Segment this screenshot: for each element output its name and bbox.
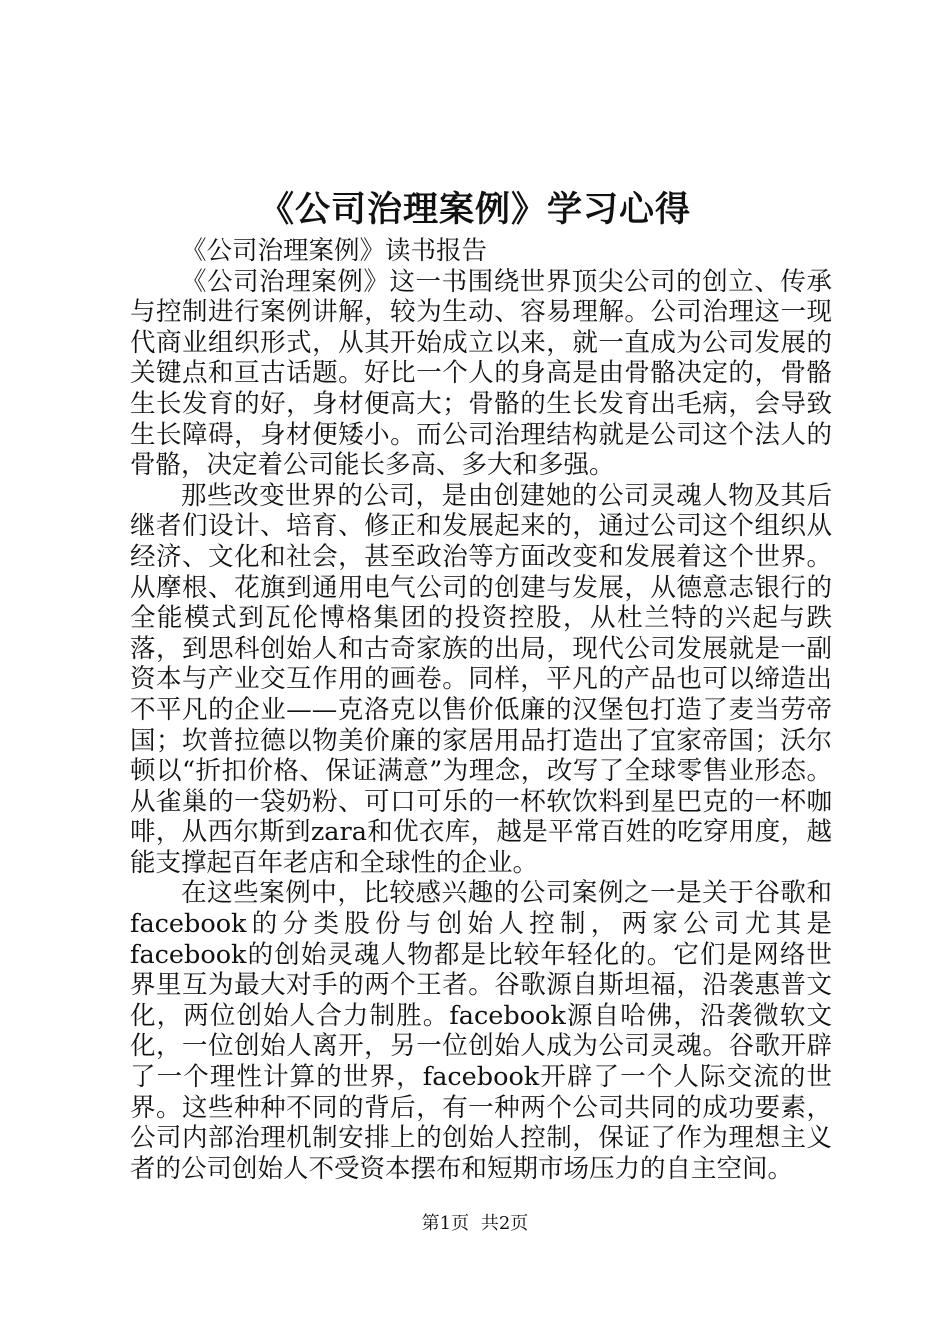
page-number: 第1页 [421,1213,470,1234]
paragraph-subtitle: 《公司治理案例》读书报告 [181,236,488,266]
paragraph: 在这些案例中，比较感兴趣的公司案例之一是关于谷歌和facebook的分类股份与创始人控制，两家公司尤其是facebook的创始灵魂人物都是比较年轻化的。它们是网络世界里互为最大对手的两个王者。谷歌源自斯坦福，沿袭惠普文化，两位创始人合力制胜。facebook源自哈佛，沿袭微软文化，一位创始人离开，另一位创始人成为公司灵魂。谷歌开辟了一个理性计算的世界，facebook开辟了一个人际交流的世界。这些种种不同的背后，有一种两个公司共同的成功要素，公司内部治理机制安排上的创始人控制，保证了作为理想主义者的公司创始人不受资本摆布和短期市场压力的自主空间。 [130,878,832,1184]
paragraph: 那些改变世界的公司，是由创建她的公司灵魂人物及其后继者们设计、培育、修正和发展起来的，通过公司这个组织从经济、文化和社会，甚至政治等方面改变和发展着这个世界。从摩根、花旗到通用电气公司的创建与发展，从德意志银行的全能模式到瓦伦博格集团的投资控股，从杜兰特的兴起与跌落，到思科创始人和古奇家族的出局，现代公司发展就是一副资本与产业交互作用的画卷。同样，平凡的产品也可以缔造出不平凡的企业——克洛克以售价低廉的汉堡包打造了麦当劳帝国；坎普拉德以物美价廉的家居用品打造出了宜家帝国；沃尔顿以“折扣价格、保证满意”为理念，改写了全球零售业形态。从雀巢的一袋奶粉、可口可乐的一杯软饮料到星巴克的一杯咖啡，从西尔斯到zara和优衣库，越是平常百姓的吃穿用度，越能支撑起百年老店和全球性的企业。 [130,480,832,878]
page-footer [0,1212,950,1236]
document-body [130,236,832,1184]
paragraph: 《公司治理案例》这一书围绕世界顶尖公司的创立、传承与控制进行案例讲解，较为生动、容易理解。公司治理这一现代商业组织形式，从其开始成立以来，就一直成为公司发展的关键点和亘古话题。好比一个人的身高是由骨骼决定的，骨骼生长发育的好，身材便高大；骨骼的生长发育出毛病，会导致生长障碍，身材便矮小。而公司治理结构就是公司这个法人的骨骼，决定着公司能长多高、多大和多强。 [130,266,832,481]
page-total: 共2页 [480,1213,529,1234]
document-title: 《公司治理案例》学习心得 [258,190,691,230]
